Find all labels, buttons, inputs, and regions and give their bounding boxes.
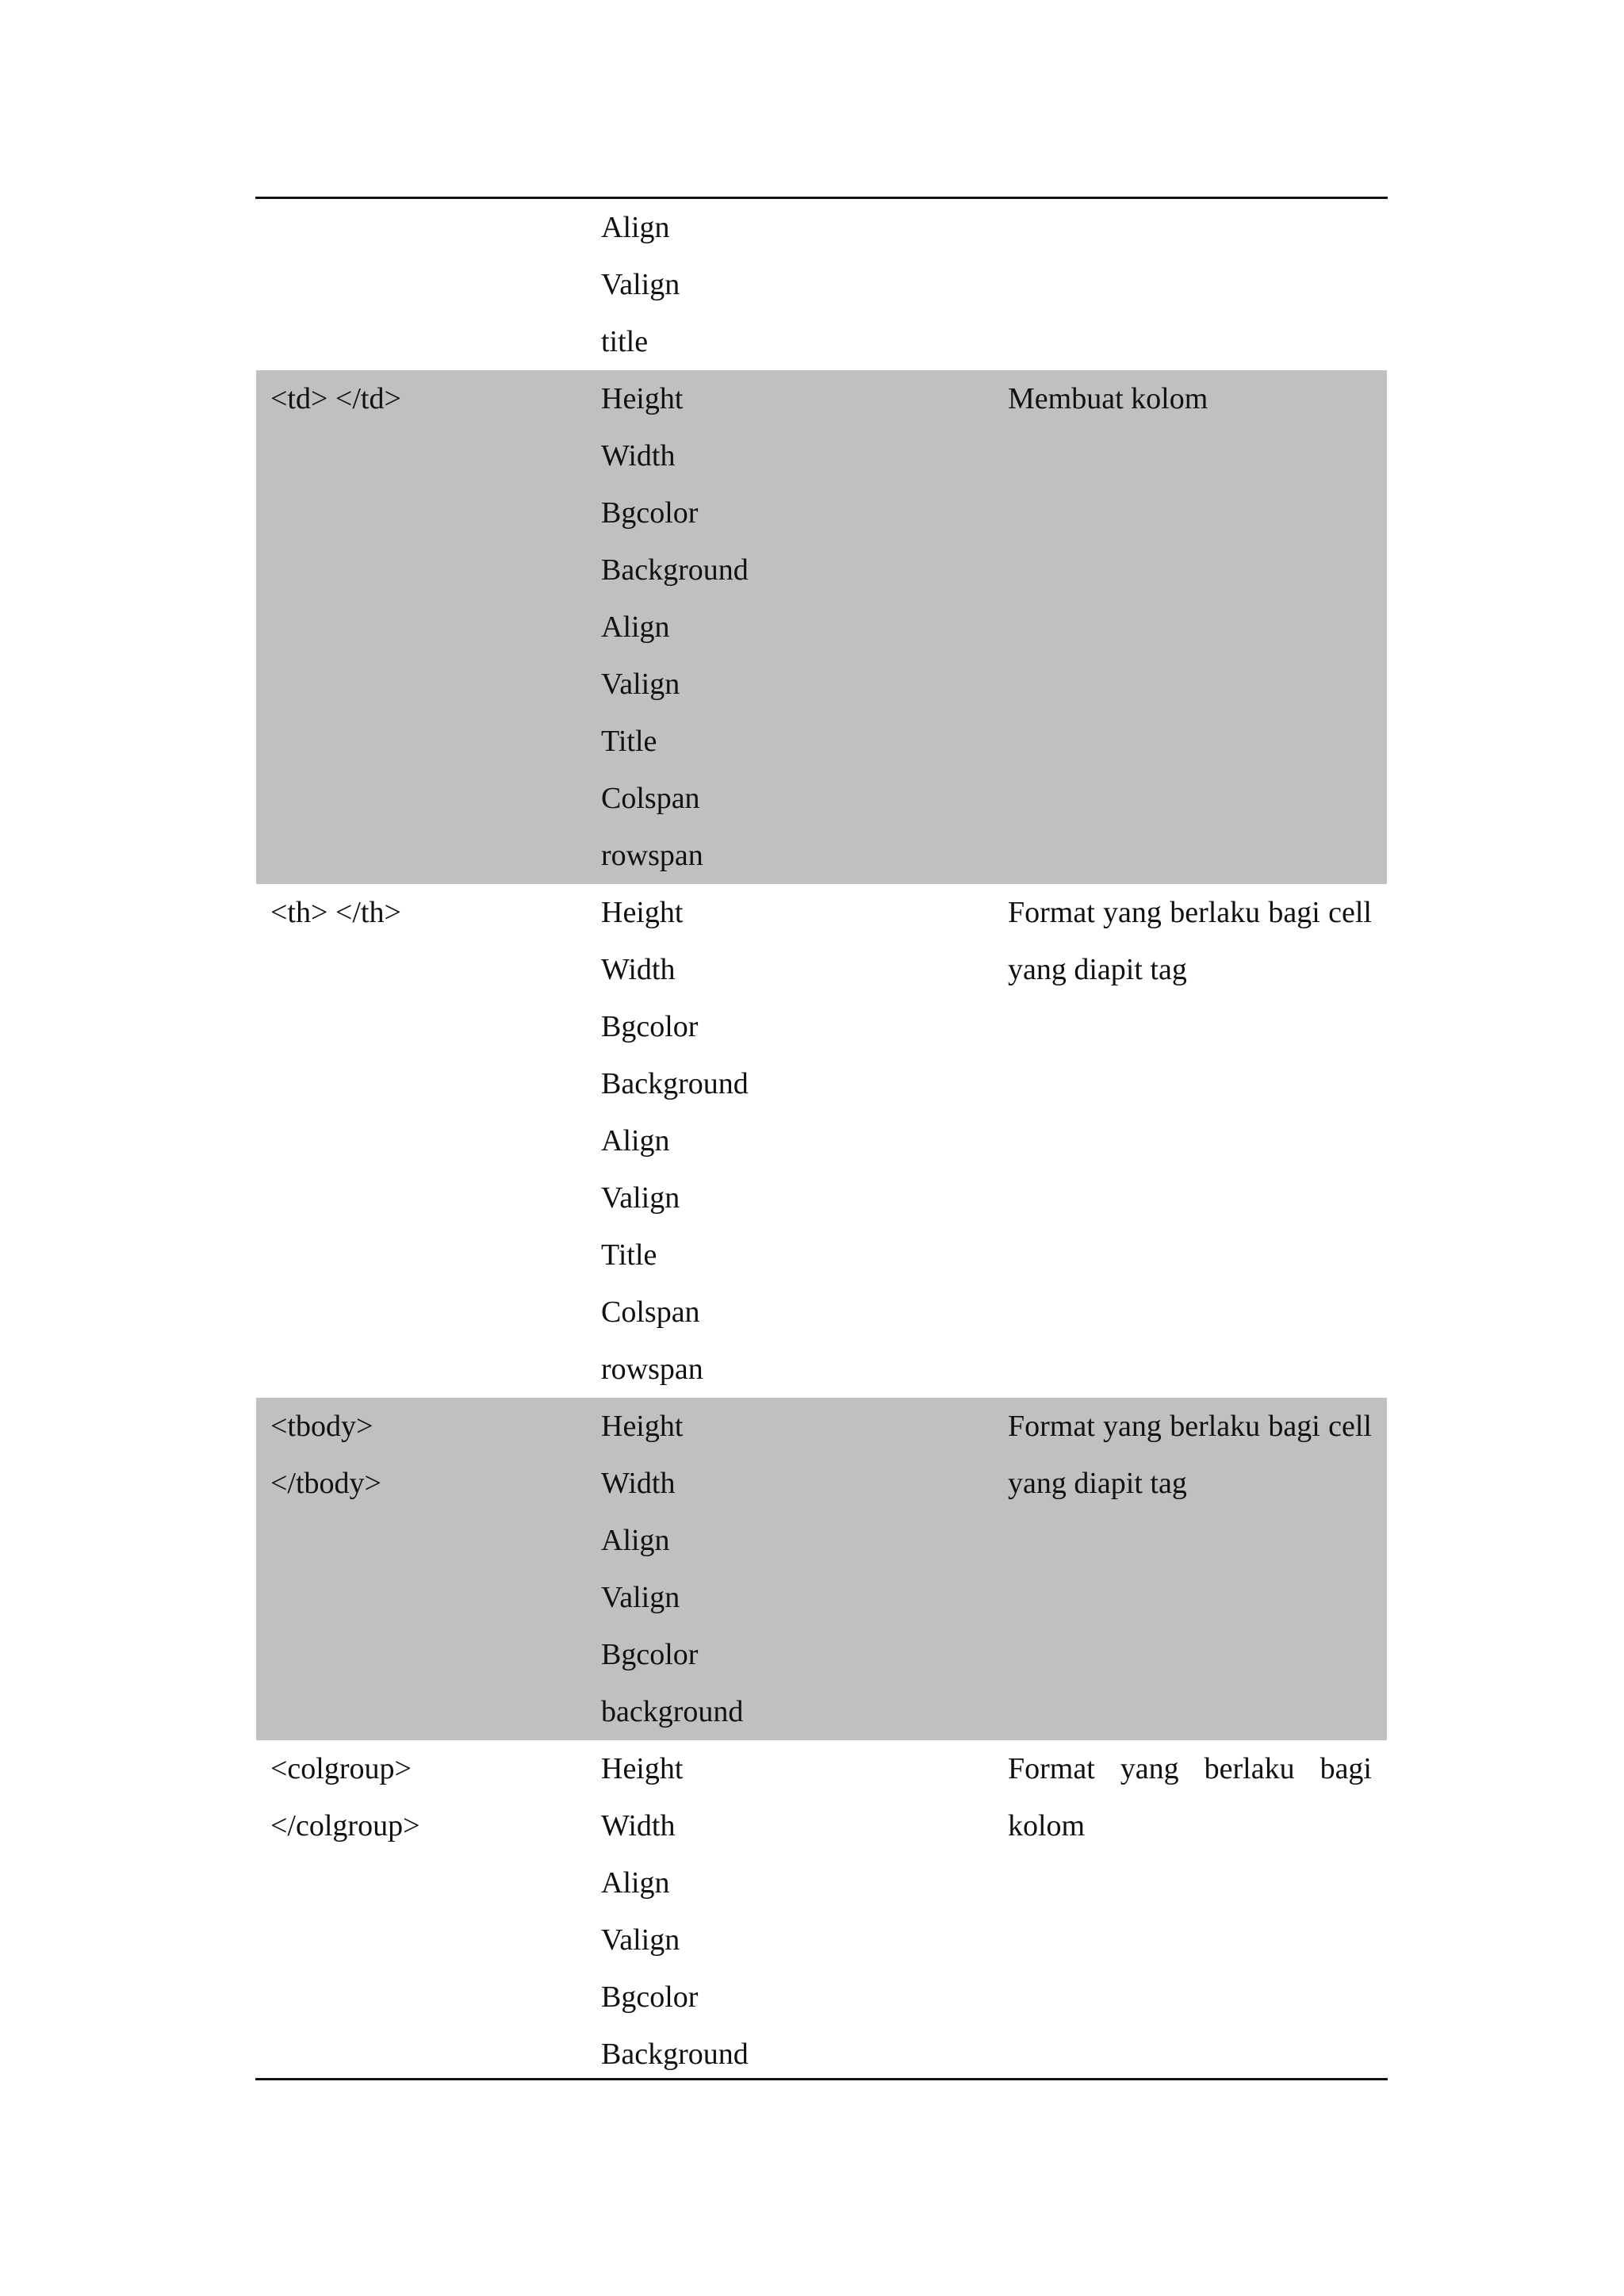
attribute-item: Bgcolor [601, 1638, 699, 1671]
attribute-item: Height [601, 382, 684, 415]
attribute-item: Align [601, 211, 670, 244]
attribute-item: background [601, 1695, 744, 1728]
tag-name: <colgroup> [270, 1752, 412, 1785]
attribute-item: Valign [601, 1581, 680, 1614]
tag-name: <th> </th> [270, 896, 401, 929]
attribute-item: rowspan [601, 1353, 703, 1386]
description-text: Format yang berlaku bagi cell yang diapit tag [1008, 896, 1372, 986]
table-row-colgroup [256, 1740, 1387, 2083]
attribute-item: Colspan [601, 782, 700, 815]
attribute-cell [585, 884, 992, 1398]
description-cell [992, 370, 1387, 884]
tag-name: <tbody> [270, 1410, 373, 1443]
attribute-cell [585, 370, 992, 884]
attribute-cell [585, 199, 992, 370]
attribute-item: Title [601, 1238, 657, 1272]
attribute-item: Width [601, 1467, 676, 1500]
attribute-item: rowspan [601, 839, 703, 872]
attribute-cell [585, 1740, 992, 2083]
description-cell [992, 1398, 1387, 1740]
attribute-item: Width [601, 953, 676, 986]
tag-cell [256, 1398, 585, 1740]
attribute-item: Valign [601, 268, 680, 301]
attribute-item: Align [601, 1124, 670, 1158]
attribute-item: Align [601, 1524, 670, 1557]
table-bottom-rule [255, 2078, 1388, 2080]
attribute-item: title [601, 325, 649, 358]
attribute-item: Bgcolor [601, 496, 699, 530]
description-cell [992, 199, 1387, 370]
table-row-tbody [256, 1398, 1387, 1740]
description-text: Membuat kolom [1008, 382, 1208, 415]
tag-cell [256, 199, 585, 370]
attribute-item: Valign [601, 1923, 680, 1957]
attribute-cell [585, 1398, 992, 1740]
html-tag-attribute-table [256, 199, 1387, 2083]
tag-name: </tbody> [270, 1467, 381, 1500]
attribute-item: Width [601, 1809, 676, 1843]
tag-cell [256, 1740, 585, 2083]
description-text: Format yang berlaku bagi cell yang diapit tag [1008, 1410, 1372, 1500]
description-text: Format yang berlaku bagi kolom [1008, 1752, 1372, 1843]
attribute-item: Background [601, 2038, 749, 2071]
tag-cell [256, 370, 585, 884]
attribute-item: Height [601, 1410, 684, 1443]
description-cell [992, 1740, 1387, 2083]
attribute-item: Background [601, 553, 749, 587]
attribute-item: Bgcolor [601, 1980, 699, 2014]
attribute-item: Background [601, 1067, 749, 1100]
attribute-item: Height [601, 1752, 684, 1785]
attribute-item: Width [601, 439, 676, 473]
table-row-td [256, 370, 1387, 884]
attribute-item: Bgcolor [601, 1010, 699, 1043]
attribute-item: Height [601, 896, 684, 929]
table-row-th [256, 884, 1387, 1398]
attribute-item: Align [601, 610, 670, 644]
description-cell [992, 884, 1387, 1398]
attribute-item: Valign [601, 1181, 680, 1215]
table-row-continued [256, 199, 1387, 370]
tag-cell [256, 884, 585, 1398]
tag-name: </colgroup> [270, 1809, 420, 1843]
attribute-item: Colspan [601, 1295, 700, 1329]
attribute-item: Title [601, 725, 657, 758]
attribute-item: Align [601, 1866, 670, 1900]
attribute-item: Valign [601, 668, 680, 701]
tag-name: <td> </td> [270, 382, 401, 415]
